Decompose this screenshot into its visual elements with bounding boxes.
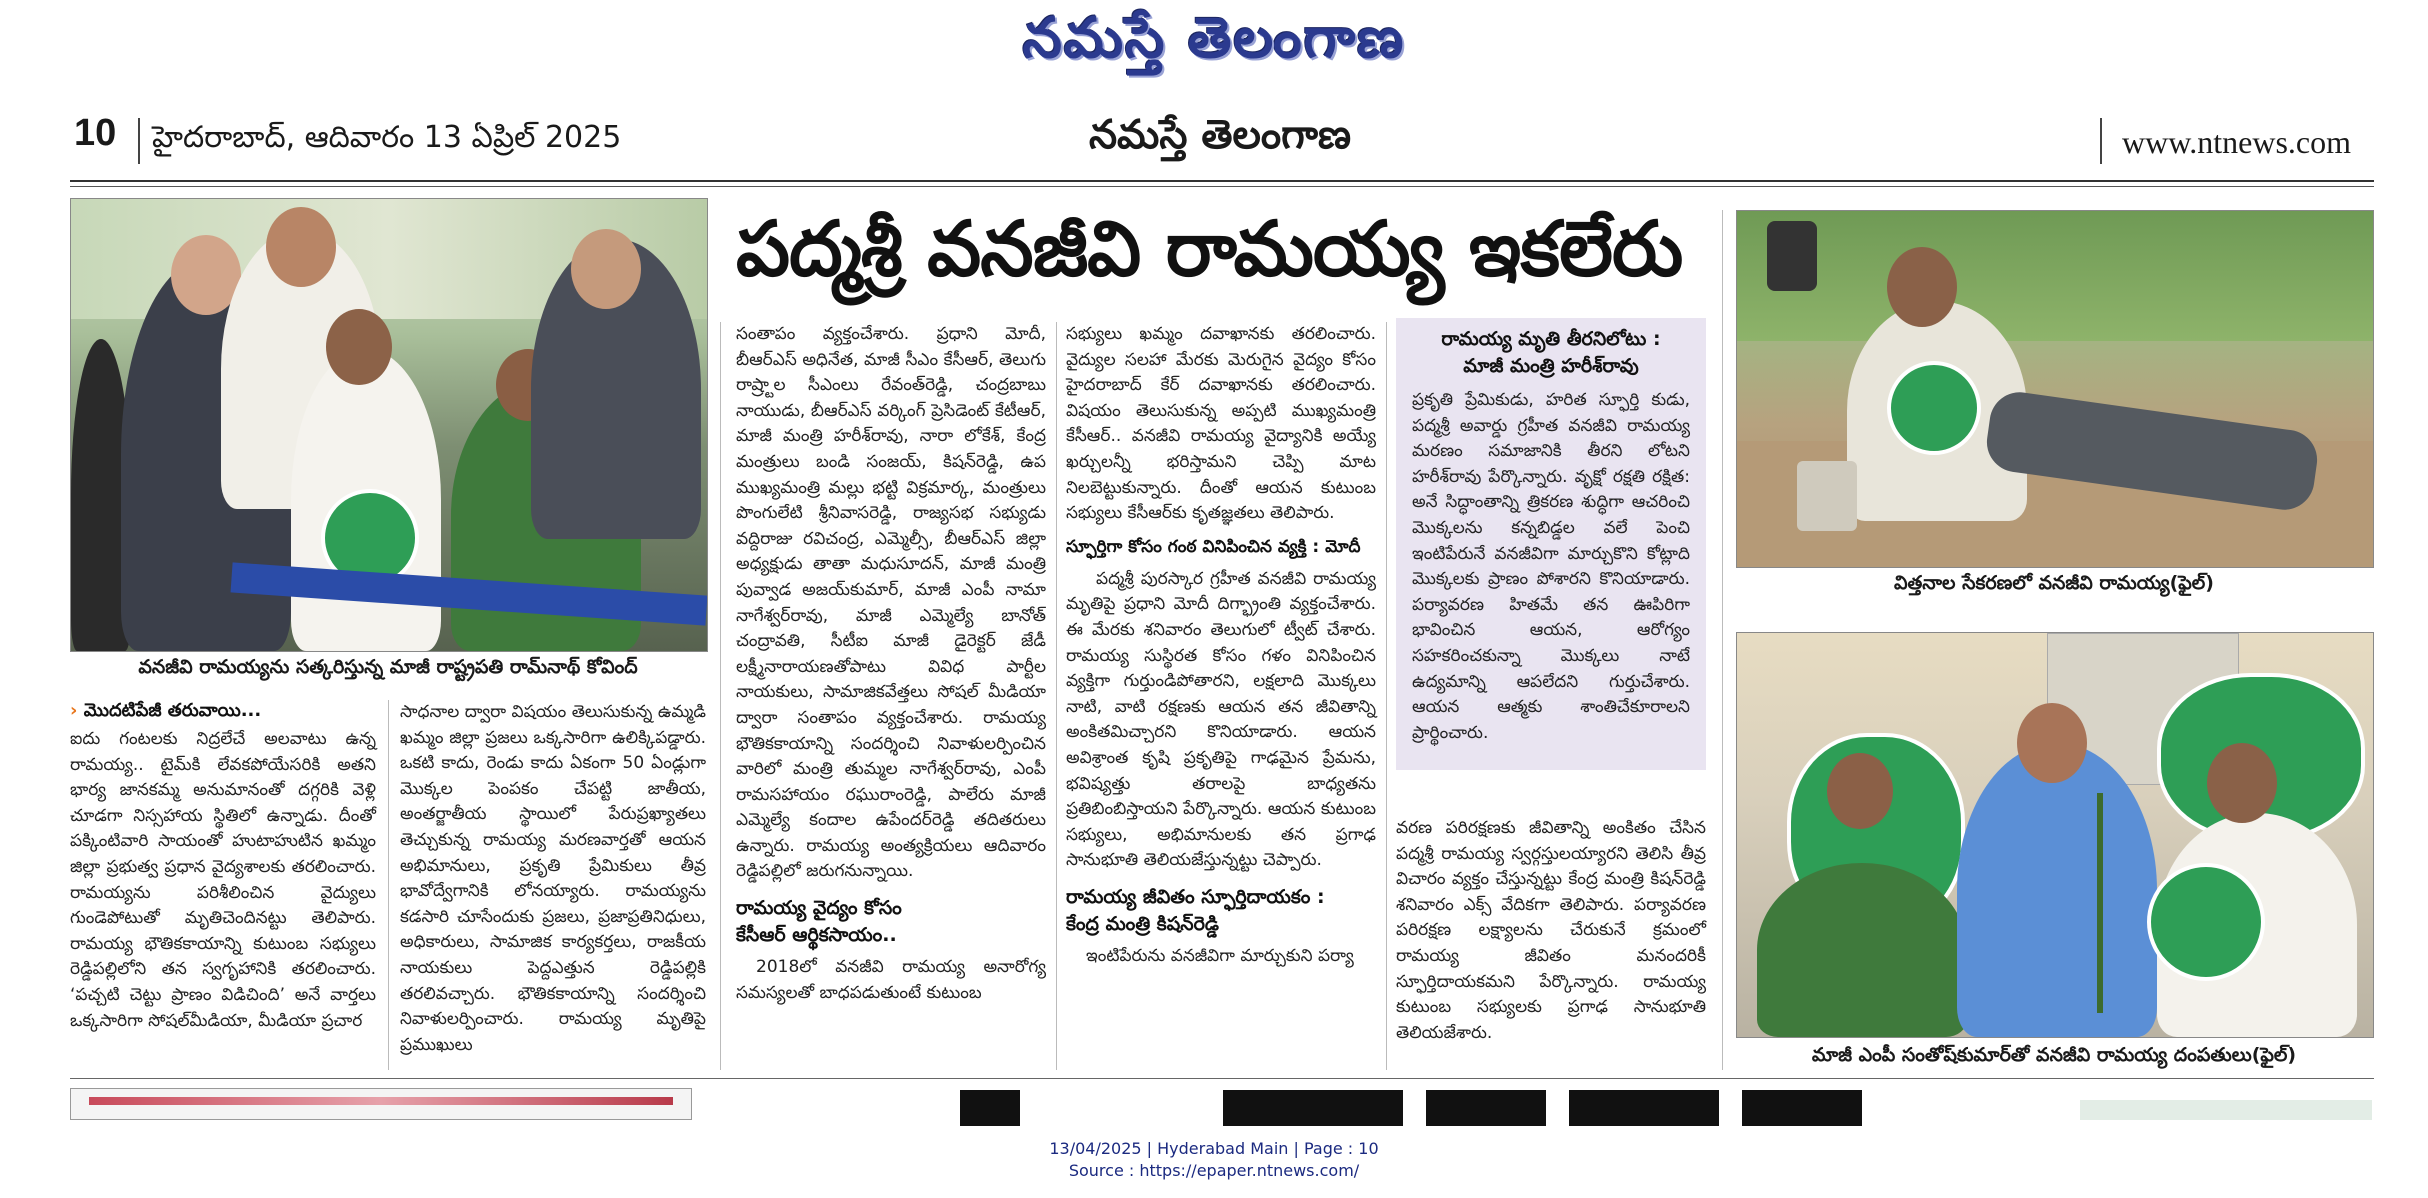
- header-divider-right: [2100, 118, 2102, 164]
- photo-face: [1887, 247, 1957, 327]
- column-separator: [1056, 322, 1057, 1070]
- photo-face: [266, 207, 336, 287]
- sidebar-text: ప్రకృతి ప్రేమికుడు, హరిత స్ఫూర్తి కుడు, పద్మశ్రీ అవార్డు గ్రహీత వనజీవి రామయ్య మరణం సమాజానికి తీరని లోటని హరీశ్‌రావు పేర్కొన్నారు. వృక్షో రక్షతి రక్షిత: అనే సిద్ధాంతాన్ని త్రికరణ శుద్ధిగా ఆచరించి మొక్కలను కన్నబిడ్డల వలే పెంచి ఇంటిపేరునే వనజీవిగా మార్చుకొని కోట్లాది మొక్కలకు ప్రాణం పోశారని కొనియాడారు. పర్యావరణ హితమే తన ఊపిరిగా భావించిన ఆయన, ఆరోగ్యం సహకరించకున్నా మొక్కలు నాటే ఉద్యమాన్ని ఆపలేదని గుర్తుచేశారు. ఆయన ఆత్మకు శాంతిచేకూరాలని ప్రార్థించారు.: [1412, 390, 1690, 743]
- continued-marker: [70, 700, 376, 725]
- footer-source-link[interactable]: Source : https://epaper.ntnews.com/: [1068, 1161, 1360, 1180]
- article-column-5: [1396, 816, 1706, 1046]
- subhead-kishan-2: కేంద్ర మంత్రి కిషన్‌రెడ్డి: [1066, 912, 1219, 935]
- column-3-text-bottom: 2018లో వనజీవి రామయ్య అనారోగ్య సమస్యలతో బాధపడుతుంటే కుటుంబ: [736, 957, 1046, 1003]
- column-4-text-bottom: ఇంటిపేరును వనజీవిగా మార్చుకుని పర్యా: [1086, 945, 1354, 966]
- column-2-text: సాధనాల ద్వారా విషయం తెలుసుకున్న ఉమ్మడి ఖమ్మం జిల్లా ప్రజలు ఒక్కసారిగా ఉలిక్కిపడ్డారు. ఒకటి కాదు, రెండు కాదు ఏకంగా 50 ఏండ్లుగా మొక్కల పెంపకం చేపట్టి జాతీయ, అంతర్జాతీయ స్థాయిలో పేరుప్రఖ్యాతలు తెచ్చుకున్న రామయ్య మరణవార్తతో ఆయన అభిమానులు, ప్రకృతి ప్రేమికులు తీవ్ర భావోద్వేగానికి లోనయ్యారు. రామయ్యను కడసారి చూసేందుకు ప్రజలు, ప్రజాప్రతినిధులు, అధికారులు, సామాజిక కార్యకర్తలు, రాజకీయ నాయకులు పెద్దఎత్తున రెడ్డిపల్లికి తరలివచ్చారు. భౌతికకాయాన్ని సందర్శించి నివాళులర్పించారు. రామయ్య మృతిపై ప్రముఖులు: [400, 702, 706, 1055]
- header-rule-thin: [70, 186, 2374, 187]
- photo1-caption: వనజీవి రామయ్యను సత్కరిస్తున్న మాజీ రాష్ట్రపతి రామ్‌నాథ్‌ కోవింద్‌: [138, 656, 638, 678]
- photo-greenery: [1737, 211, 2373, 341]
- header-divider: [138, 118, 140, 164]
- photo-face: [2017, 703, 2087, 783]
- date-line: హైదరాబాద్‌, ఆదివారం 13 ఏప్రిల్‌ 2025: [152, 120, 622, 155]
- sidebar-title-2: మాజీ మంత్రి హరీశ్‌రావు: [1463, 355, 1639, 377]
- article-headline: పద్మశ్రీ వనజీవి రామయ్య ఇకలేరు: [736, 204, 1683, 293]
- photo3-caption: మాజీ ఎంపీ సంతోష్‌కుమార్‌తో వనజీవి రామయ్య దంపతులు(ఫైల్‌): [1811, 1044, 2297, 1066]
- next-article-headline-cutoff: [960, 1090, 2020, 1126]
- photo-badge-small-icon: [2147, 863, 2265, 981]
- photo-seed-collection[interactable]: [1736, 210, 2374, 568]
- ad-strip-band: [89, 1097, 673, 1105]
- page-number: 10: [74, 112, 117, 154]
- column-3-text-top: సంతాపం వ్యక్తంచేశారు. ప్రధాని మోదీ, బీఆర్‌ఎస్‌ అధినేత, మాజీ సీఎం కేసీఆర్‌, తెలుగు రాష్ర్టాల సీఎంలు రేవంత్‌రెడ్డి, చంద్రబాబు నాయుడు, బీఆర్‌ఎస్‌ వర్కింగ్‌ ప్రెసిడెంట్‌ కేటీఆర్‌, మాజీ మంత్రి హరీశ్‌రావు, నారా లోకేశ్‌, కేంద్ర మంత్రులు బండి సంజయ్‌, కిషన్‌రెడ్డి, ఉప ముఖ్యమంత్రి మల్లు భట్టి విక్రమార్క, మంత్రులు పొంగులేటి శ్రీనివాసరెడ్డి, రాజ్యసభ సభ్యుడు వద్దిరాజు రవిచంద్ర, ఎమ్మెల్సీ, బీఆర్‌ఎస్‌ జిల్లా అధ్యక్షుడు తాతా మధుసూదన్‌, మాజీ మంత్రి పువ్వాడ అజయ్‌కుమార్‌, మాజీ ఎంపీ నామా నాగేశ్వర్‌రావు, మాజీ ఎమ్మెల్యే బానోత్‌ చంద్రావతి, సీటీఐ మాజీ డైరెక్టర్‌ జేడీ లక్ష్మీనారాయణతోపాటు వివిధ పార్టీల నాయకులు, సామాజికవేత్తలు సోషల్‌ మీడియా ద్వారా సంతాపం వ్యక్తంచేశారు. రామయ్య భౌతికకాయాన్ని సందర్శించి నివాళులర్పించిన వారిలో మంత్రి తుమ్మల నాగేశ్వర్‌రావు, ఎంపీ రామసహాయం రఘురాంరెడ్డి, పాలేరు మాజీ ఎమ్మెల్యే కందాల ఉపేందర్‌రెడ్డి తదితరులు ఉన్నారు. రామయ్య అంత్యక్రియలు ఆదివారం రెడ్డిపల్లిలో జరుగనున్నాయి.: [736, 324, 1046, 882]
- website-link[interactable]: www.ntnews.com: [2122, 124, 2351, 160]
- cutoff-glyph: [960, 1090, 1020, 1126]
- column-1-text: ఐదు గంటలకు నిద్రలేచే అలవాటు ఉన్న రామయ్య.. టైమ్‌కి లేవకపోయేసరికి అతని భార్య జానకమ్మ అనుమానంతో దగ్గరికి వెళ్లి చూడగా నిస్సహాయ స్థితిలో ఉన్నాడు. దీంతో పక్కింటివారి సాయంతో హుటాహుటిన ఖమ్మం జిల్లా ప్రభుత్వ ప్రధాన వైద్యశాలకు తరలించారు. రామయ్యను పరిశీలించిన వైద్యులు గుండెపోటుతో మృతిచెందినట్టు తెలిపారు. రామయ్య భౌతికకాయాన్ని కుటుంబ సభ్యులు రెడ్డిపల్లిలోని తన స్వగృహానికి తరలించారు. ‘పచ్చటి చెట్టు ప్రాణం విడిచింది’ అనే వార్తలు ఒక్కసారిగా సోషల్‌మీడియా, మీడియా ప్రచార: [70, 729, 376, 1031]
- masthead: [0, 0, 2428, 80]
- cutoff-glyph: [1742, 1090, 1862, 1126]
- photo-badge-icon: [1887, 361, 1981, 455]
- article-column-4: [1066, 322, 1376, 969]
- subhead-kishan-1: రామయ్య జీవితం స్ఫూర్తిదాయకం :: [1066, 885, 1325, 908]
- photo-santosh-figure: [1957, 743, 2157, 1037]
- photo-janakamma-figure: [1757, 863, 1967, 1037]
- photo-with-santosh[interactable]: [1736, 632, 2374, 1038]
- photo-face: [2207, 743, 2277, 823]
- subhead-modi: స్ఫూర్తిగా కోసం గంఠ వినిపించిన వ్యక్తి : మోదీ: [1066, 536, 1361, 557]
- footer-edition-line: 13/04/2025 | Hyderabad Main | Page : 10: [1049, 1139, 1379, 1158]
- subhead-kcr-help-1: రామయ్య వైద్యం కోసం: [736, 897, 902, 920]
- cutoff-glyph: [1223, 1090, 1403, 1126]
- photo2-caption: విత్తనాల సేకరణలో వనజీవి రామయ్య(ఫైల్‌): [1894, 572, 2214, 594]
- photo-seed-box: [1797, 461, 1857, 531]
- column-5-text: వరణ పరిరక్షణకు జీవితాన్ని అంకితం చేసిన పద్మశ్రీ రామయ్య స్వర్గస్తులయ్యారని తెలిసి తీవ్ర విచారం వ్యక్తం చేస్తున్నట్టు కేంద్ర మంత్రి కిషన్‌రెడ్డి శనివారం ఎక్స్‌ వేదికగా తెలిపారు. పర్యావరణ పరిరక్షణ లక్ష్యాలను చేరుకునే క్రమంలో రామయ్య జీవితం మనందరికీ స్ఫూర్తిదాయకమని పేర్కొన్నారు. రామయ్య కుటుంబ సభ్యులకు ప్రగాఢ సానుభూతి తెలియజేశారు.: [1396, 818, 1706, 1043]
- photo-face: [571, 229, 641, 309]
- bottom-rule: [70, 1078, 2374, 1079]
- column-4-text-top: సభ్యులు ఖమ్మం దవాఖానకు తరలించారు. వైద్యుల సలహా మేరకు మెరుగైన వైద్యం కోసం హైదరాబాద్‌ కేర్‌ దవాఖానకు తరలించారు. విషయం తెలుసుకున్న అప్పటి ముఖ్యమంత్రి కేసీఆర్‌.. వనజీవి రామయ్య వైద్యానికి అయ్యే ఖర్చులన్నీ భరిస్తామని చెప్పి మాట నిలబెట్టుకున్నారు. దీంతో ఆయన కుటుంబ సభ్యులు కేసీఆర్‌కు కృతజ్ఞతలు తెలిపారు.: [1066, 324, 1376, 524]
- next-box-cutoff: [2080, 1100, 2372, 1120]
- sidebar-harish-rao: [1396, 318, 1706, 770]
- article-column-1: [70, 700, 376, 1034]
- next-advert-strip[interactable]: [70, 1088, 692, 1120]
- photo-face: [1827, 753, 1893, 829]
- continued-text: మొదటిపేజీ తరువాయి...: [83, 700, 262, 721]
- masthead-logo: నమస్తే తెలంగాణ: [1022, 6, 1406, 71]
- cutoff-glyph: [1569, 1090, 1719, 1126]
- photo-felicitation[interactable]: [70, 198, 708, 652]
- subhead-kcr-help-2: కేసీఆర్‌ ఆర్థికసాయం..: [736, 924, 897, 947]
- article-column-3: [736, 322, 1046, 1006]
- chevron-right-icon: ›: [70, 700, 78, 721]
- column-4-text-mid: పద్మశ్రీ పురస్కార గ్రహీత వనజీవి రామయ్య మృతిపై ప్రధాని మోదీ దిగ్భ్రాంతి వ్యక్తంచేశారు. ఈ మేరకు శనివారం తెలుగులో ట్వీట్‌ చేశారు. రామయ్య సుస్థిరత కోసం గళం వినిపించిన వ్యక్తిగా గుర్తుండిపోతారని, లక్షలాది మొక్కలు నాటి, వాటి రక్షణకు ఆయన తన జీవితాన్ని అంకితమిచ్చారని కొనియాడారు. ఆయన అవిశ్రాంత కృషి ప్రకృతిపై గాఢమైన ప్రేమను, భవిష్యత్తు తరాలపై బాధ్యతను ప్రతిబింబిస్తాయని పేర్కొన్నారు. ఆయన కుటుంబ సభ్యులు, అభిమానులకు తన ప్రగాఢ సానుభూతి తెలియజేస్తున్నట్టు చెప్పారు.: [1066, 568, 1376, 871]
- header-rule: [70, 180, 2374, 182]
- column-separator: [1386, 322, 1387, 1070]
- column-separator: [720, 322, 721, 1070]
- cutoff-glyph: [1426, 1090, 1546, 1126]
- article-column-2: [400, 700, 706, 1058]
- center-title: నమస్తే తెలంగాణ: [1088, 112, 1352, 158]
- column-separator: [388, 700, 389, 1070]
- photo-face: [326, 309, 392, 385]
- sidebar-title-1: రామయ్య మృతి తీరనిలోటు :: [1441, 328, 1661, 350]
- column-separator: [1722, 210, 1723, 1070]
- photo-sapling: [2097, 793, 2103, 1013]
- footer: [0, 1138, 2428, 1182]
- photo-motorbike: [1767, 221, 1817, 291]
